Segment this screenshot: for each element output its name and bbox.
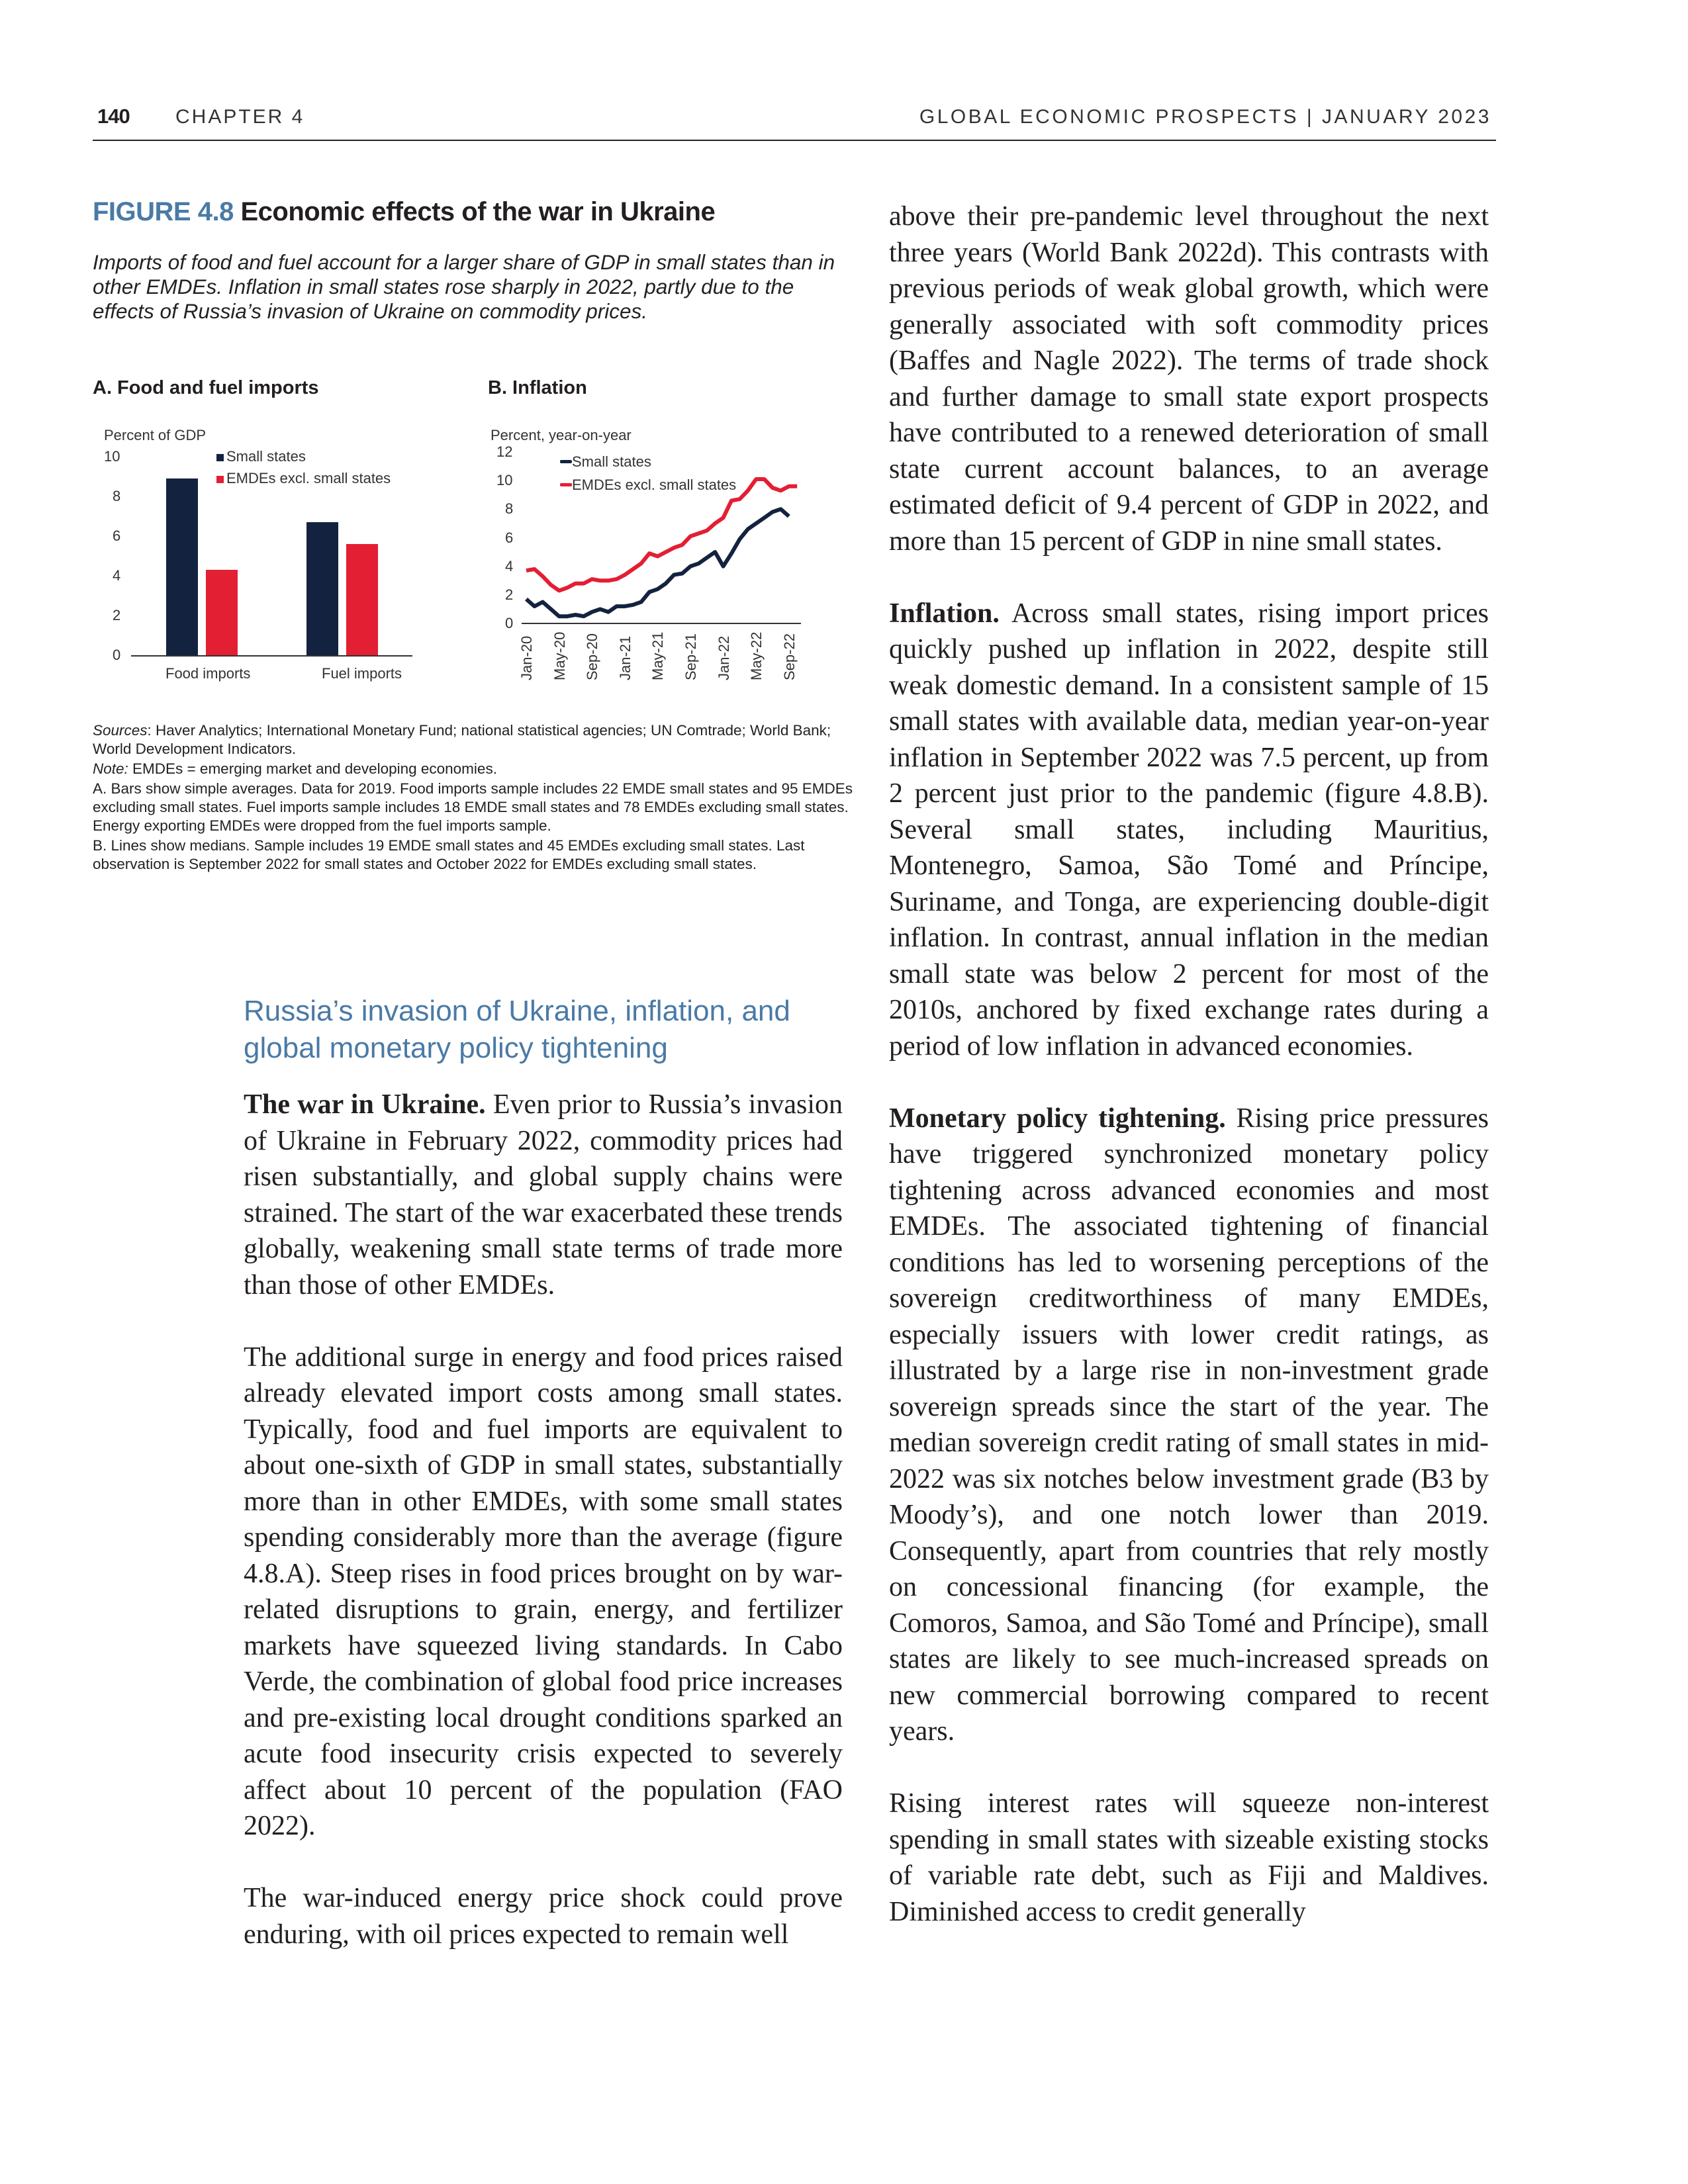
left-column — [244, 1087, 843, 1989]
legend-line-emdes — [560, 483, 572, 486]
panel-b-legend-small-states: Small states — [560, 453, 651, 471]
figure-subtitle: Imports of food and fuel account for a larger share of GDP in small states than in other EMDEs. Inflation in small states rose sharply in 2022, partly due to the effects of Russia’s invasion of Ukraine on commodity prices. — [93, 250, 835, 323]
x-tick: Sep-22 — [780, 633, 798, 680]
note-b: B. Lines show medians. Sample includes 19 EMDE small states and 45 EMDEs excluding small states. Last observation is September 2022 for small states and October 2022 for EMDEs excluding small states. — [93, 837, 805, 872]
y-tick: 8 — [113, 488, 121, 504]
note-a: A. Bars show simple averages. Data for 2019. Food imports sample includes 22 EMDE small states and 95 EMDEs excluding small states. Fuel imports sample includes 18 EMDE small states and 78 EMDEs excluding small states. Energy exporting EMDEs were dropped from the fuel imports sample. — [93, 780, 853, 834]
sources-line: Sources: Haver Analytics; International Monetary Fund; national statistical agencies; UN Comtrade; World Bank; World Development Indicators. — [93, 722, 831, 757]
y-tick: 4 — [113, 567, 121, 584]
line-emdes — [526, 479, 797, 590]
x-tick: Jan-20 — [518, 635, 535, 680]
paragraph: above their pre-pandemic level throughout the next three years (World Bank 2022d). This contrasts with previous periods of weak global growth, which were generally associated with soft commodity prices (Baffes and Nagle 2022). The terms of trade shock and further damage to small state export prospects have contributed to a renewed deterioration of small state current account balances, to an average estimated deficit of 9.4 percent of GDP in 2022, and more than 15 percent of GDP in nine small states. — [889, 201, 1489, 557]
x-tick: May-22 — [748, 631, 765, 680]
paragraph: The war-induced energy price shock could prove enduring, with oil prices expected to remain well — [244, 1883, 843, 1950]
y-tick: 10 — [496, 472, 513, 489]
panel-b-legend-emdes: EMDEs excl. small states — [560, 477, 736, 494]
paragraph: The additional surge in energy and food prices raised already elevated import costs among small states. Typically, food and fuel imports are equivalent to about one-sixth of GDP in small states, substantially more than in other EMDEs, with some small states spending considerably more than the average (figure 4.8.A). Steep rises in food prices brought on by war-related disruptions to grain, energy, and fertilizer markets have squeezed living standards. In Cabo Verde, the combination of global food price increases and pre-existing local drought conditions sparked an acute food insecurity crisis expected to severely affect about 10 percent of the population (FAO 2022). — [244, 1342, 843, 1841]
paragraph: The war in Ukraine. Even prior to Russia’s invasion of Ukraine in February 2022, commodity prices had risen substantially, and global supply chains were strained. The start of the war exacerbated these trends globally, weakening small state terms of trade more than those of other EMDEs. — [244, 1089, 843, 1300]
figure-notes — [93, 721, 854, 875]
x-tick: Jan-21 — [616, 635, 633, 680]
page-number: 140 — [97, 105, 130, 128]
panel-b-title: B. Inflation — [488, 377, 587, 398]
section-heading: Russia’s invasion of Ukraine, inflation, and global monetary policy tightening — [244, 995, 790, 1064]
chapter-label: CHAPTER 4 — [175, 106, 305, 128]
panel-a-ylabel: Percent of GDP — [104, 427, 207, 443]
x-tick: Sep-21 — [682, 633, 699, 680]
y-tick: 10 — [104, 448, 120, 465]
right-column — [889, 199, 1489, 1966]
y-tick: 6 — [113, 527, 121, 544]
figure-number: FIGURE 4.8 — [93, 197, 234, 226]
x-tick: Sep-20 — [584, 633, 601, 680]
panel-b-plot — [0, 0, 861, 715]
figure-title-text: Economic effects of the war in Ukraine — [240, 197, 716, 226]
panel-a-xcat-food: Food imports — [165, 665, 251, 682]
line-small-states — [526, 509, 789, 616]
y-tick: 12 — [496, 443, 513, 460]
panel-b-ylabel: Percent, year-on-year — [491, 427, 632, 443]
publication-title: GLOBAL ECONOMIC PROSPECTS | JANUARY 2023 — [919, 106, 1491, 128]
panel-a-xcat-fuel: Fuel imports — [322, 665, 402, 682]
paragraph: Rising interest rates will squeeze non-interest spending in small states with sizeable existing stocks of variable rate debt, such as Fiji and Maldives. Diminished access to credit generally — [889, 1788, 1489, 1927]
x-tick: Jan-22 — [715, 635, 732, 680]
y-tick: 2 — [113, 607, 121, 623]
paragraph: Inflation. Across small states, rising import prices quickly pushed up inflation in 2022, despite still weak domestic demand. In a consistent sample of 15 small states with available data, median year-on-year inflation in September 2022 was 7.5 percent, up from 2 percent just prior to the pandemic (figure 4.8.B). Several small states, including Mauritius, Montenegro, Samoa, São Tomé and Príncipe, Suriname, and Tonga, are experiencing double-digit inflation. In contrast, annual inflation in the median small state was below 2 percent for most of the 2010s, anchored by fixed exchange rates during a period of low inflation in advanced economies. — [889, 598, 1489, 1062]
panel-a-title: A. Food and fuel imports — [93, 377, 319, 398]
y-tick: 4 — [505, 557, 514, 574]
x-tick: May-21 — [649, 631, 667, 680]
y-tick: 8 — [505, 500, 514, 518]
y-tick: 6 — [505, 529, 514, 546]
legend-line-small-states — [560, 460, 572, 463]
x-tick: May-20 — [551, 631, 568, 680]
panel-a-legend-emdes: EMDEs excl. small states — [216, 470, 391, 487]
y-tick: 2 — [505, 586, 514, 603]
y-tick: 0 — [505, 615, 514, 631]
panel-a-legend-small-states: Small states — [216, 448, 306, 465]
y-tick: 0 — [113, 647, 121, 663]
note-line: Note: EMDEs = emerging market and developing economies. — [93, 760, 497, 777]
paragraph: Monetary policy tightening. Rising price pressures have triggered synchronized monetary policy tightening across advanced economies and most EMDEs. The associated tightening of financial conditions has led to worsening perceptions of the sovereign creditworthiness of many EMDEs, especially issuers with lower credit ratings, as illustrated by a large rise in non-investment grade sovereign spreads since the start of the year. The median sovereign credit rating of small states in mid-2022 was six notches below investment grade (B3 by Moody’s), and one notch lower than 2019. Consequently, apart from countries that rely mostly on concessional financing (for example, the Comoros, Samoa, and São Tomé and Príncipe), small states are likely to see much-increased spreads on new commercial borrowing compared to recent years. — [889, 1103, 1489, 1747]
